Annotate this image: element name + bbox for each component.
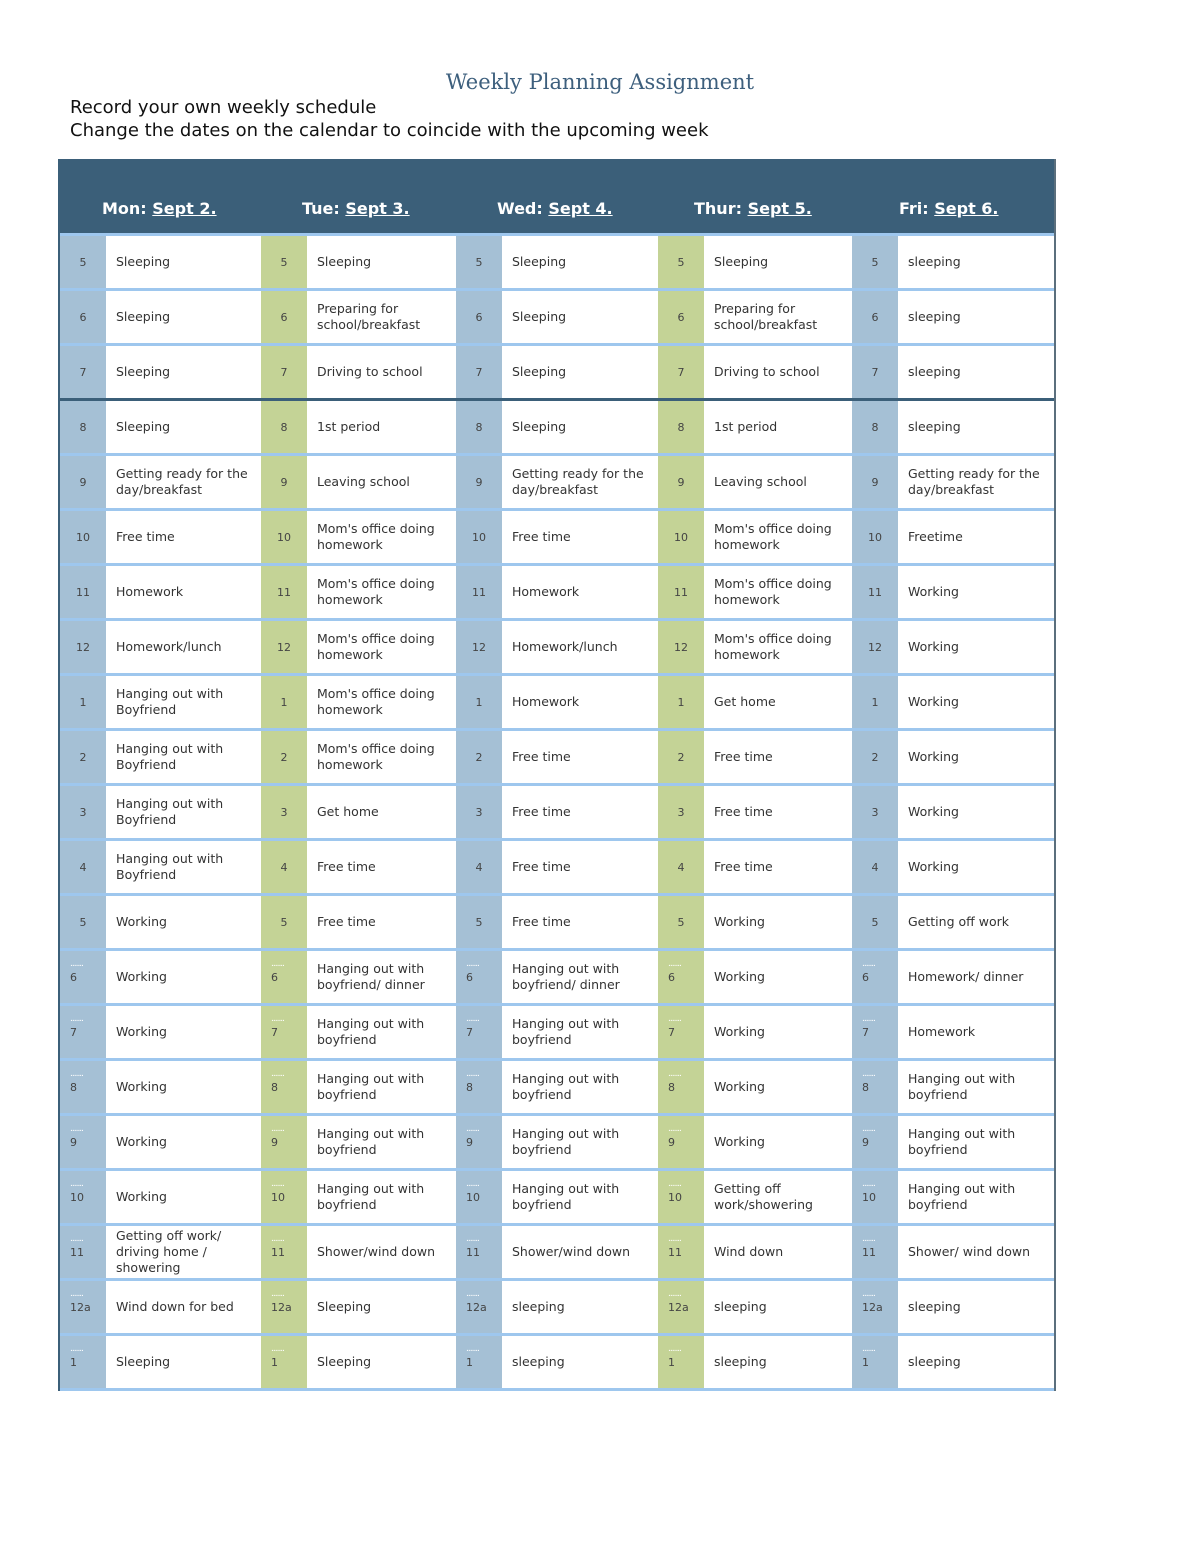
time-cell: ....... 1	[261, 1336, 307, 1388]
time-cell: 5	[456, 236, 502, 288]
activity-cell[interactable]: Shower/ wind down	[898, 1226, 1051, 1278]
day-date[interactable]: Sept 4.	[548, 199, 613, 218]
table-row	[60, 563, 1054, 618]
time-cell: ....... 11	[60, 1226, 106, 1278]
table-row	[60, 1278, 1054, 1333]
activity-cell[interactable]: Working	[704, 1116, 852, 1168]
activity-cell[interactable]: Getting ready for the day/breakfast	[502, 456, 658, 508]
time-cell: 7	[852, 346, 898, 398]
time-cell: ....... 12a	[261, 1281, 307, 1333]
table-row	[60, 893, 1054, 948]
time-cell: 11	[658, 566, 704, 618]
activity-cell[interactable]: Get home	[307, 786, 456, 838]
time-cell: 6	[658, 291, 704, 343]
time-cell: ....... 7	[60, 1006, 106, 1058]
activity-cell[interactable]: Homework	[502, 566, 658, 618]
time-cell: 12	[658, 621, 704, 673]
time-cell: 5	[658, 896, 704, 948]
day-date[interactable]: Sept 3.	[345, 199, 410, 218]
activity-cell[interactable]: sleeping	[898, 236, 1051, 288]
activity-cell[interactable]: Mom's office doing homework	[704, 566, 852, 618]
activity-cell[interactable]: sleeping	[898, 291, 1051, 343]
time-cell: 2	[852, 731, 898, 783]
activity-cell[interactable]: Sleeping	[307, 236, 456, 288]
time-cell: 4	[852, 841, 898, 893]
table-row	[60, 1058, 1054, 1113]
time-cell: ....... 8	[658, 1061, 704, 1113]
time-cell: 4	[60, 841, 106, 893]
time-cell: 7	[658, 346, 704, 398]
activity-cell[interactable]: Mom's office doing homework	[307, 566, 456, 618]
time-cell: 1	[60, 676, 106, 728]
instruction-line: Change the dates on the calendar to coincide with the upcoming week	[70, 120, 709, 141]
time-cell: ....... 1	[60, 1336, 106, 1388]
time-cell: 2	[456, 731, 502, 783]
activity-cell[interactable]: Mom's office doing homework	[704, 511, 852, 563]
time-cell: 10	[456, 511, 502, 563]
activity-cell[interactable]: 1st period	[704, 401, 852, 453]
activity-cell[interactable]: Hanging out with boyfriend	[898, 1171, 1051, 1223]
activity-cell[interactable]: Free time	[106, 511, 261, 563]
activity-cell[interactable]: Getting ready for the day/breakfast	[898, 456, 1051, 508]
day-label: Wed:	[497, 199, 549, 218]
time-cell: 6	[852, 291, 898, 343]
table-row	[60, 508, 1054, 563]
activity-cell[interactable]: Hanging out with boyfriend/ dinner	[502, 951, 658, 1003]
table-row	[60, 838, 1054, 893]
weekly-calendar	[58, 159, 1056, 1391]
activity-cell[interactable]: Free time	[502, 786, 658, 838]
time-cell: ....... 10	[456, 1171, 502, 1223]
table-row	[60, 618, 1054, 673]
activity-cell[interactable]: Homework/ dinner	[898, 951, 1051, 1003]
activity-cell[interactable]: Getting off work/ driving home / showering	[106, 1226, 261, 1278]
activity-cell[interactable]: Hanging out with Boyfriend	[106, 786, 261, 838]
activity-cell[interactable]: Preparing for school/breakfast	[307, 291, 456, 343]
activity-cell[interactable]: Hanging out with boyfriend	[502, 1116, 658, 1168]
time-cell: 4	[261, 841, 307, 893]
time-cell: ....... 8	[456, 1061, 502, 1113]
time-cell: ....... 12a	[658, 1281, 704, 1333]
activity-cell[interactable]: Sleeping	[106, 346, 261, 398]
activity-cell[interactable]: Getting off work/showering	[704, 1171, 852, 1223]
table-row	[60, 1333, 1054, 1391]
page-title: Weekly Planning Assignment	[445, 70, 755, 94]
day-header-wed	[497, 199, 613, 218]
activity-cell[interactable]: Hanging out with boyfriend	[307, 1171, 456, 1223]
activity-cell[interactable]: Hanging out with boyfriend	[307, 1061, 456, 1113]
activity-cell[interactable]: Hanging out with boyfriend	[307, 1116, 456, 1168]
activity-cell[interactable]: sleeping	[898, 401, 1051, 453]
activity-cell[interactable]: sleeping	[502, 1336, 658, 1388]
time-cell: ....... 11	[261, 1226, 307, 1278]
day-header-mon	[102, 199, 217, 218]
time-cell: 9	[658, 456, 704, 508]
time-cell: ....... 10	[852, 1171, 898, 1223]
activity-cell[interactable]: Sleeping	[502, 236, 658, 288]
activity-cell[interactable]: Free time	[307, 841, 456, 893]
time-cell: ....... 10	[261, 1171, 307, 1223]
time-cell: ....... 6	[852, 951, 898, 1003]
table-row	[60, 673, 1054, 728]
activity-cell[interactable]: Shower/wind down	[502, 1226, 658, 1278]
time-cell: 8	[658, 401, 704, 453]
activity-cell[interactable]: Free time	[704, 731, 852, 783]
time-cell: ....... 6	[658, 951, 704, 1003]
time-cell: ....... 10	[60, 1171, 106, 1223]
activity-cell[interactable]: Hanging out with boyfriend/ dinner	[307, 951, 456, 1003]
time-cell: 9	[60, 456, 106, 508]
time-cell: 5	[60, 236, 106, 288]
time-cell: 9	[261, 456, 307, 508]
activity-cell[interactable]: Working	[106, 1061, 261, 1113]
time-cell: 5	[261, 236, 307, 288]
activity-cell[interactable]: Hanging out with boyfriend	[307, 1006, 456, 1058]
time-cell: ....... 9	[261, 1116, 307, 1168]
time-cell: 8	[456, 401, 502, 453]
activity-cell[interactable]: sleeping	[898, 1336, 1051, 1388]
time-cell: 11	[261, 566, 307, 618]
table-row	[60, 1113, 1054, 1168]
time-cell: ....... 1	[852, 1336, 898, 1388]
time-cell: ....... 9	[658, 1116, 704, 1168]
time-cell: 9	[456, 456, 502, 508]
time-cell: 6	[456, 291, 502, 343]
activity-cell[interactable]: Working	[106, 1171, 261, 1223]
activity-cell[interactable]: Working	[898, 731, 1051, 783]
time-cell: ....... 6	[261, 951, 307, 1003]
time-cell: ....... 7	[261, 1006, 307, 1058]
time-cell: ....... 7	[456, 1006, 502, 1058]
activity-cell[interactable]: sleeping	[704, 1336, 852, 1388]
time-cell: ....... 7	[658, 1006, 704, 1058]
activity-cell[interactable]: Driving to school	[704, 346, 852, 398]
time-cell: 2	[261, 731, 307, 783]
time-cell: 2	[658, 731, 704, 783]
time-cell: 5	[261, 896, 307, 948]
activity-cell[interactable]: Hanging out with boyfriend	[502, 1061, 658, 1113]
time-cell: ....... 9	[60, 1116, 106, 1168]
time-cell: 5	[456, 896, 502, 948]
time-cell: ....... 8	[60, 1061, 106, 1113]
day-date[interactable]: Sept 6.	[934, 199, 999, 218]
activity-cell[interactable]: Sleeping	[106, 401, 261, 453]
activity-cell[interactable]: Sleeping	[704, 236, 852, 288]
activity-cell[interactable]: Sleeping	[502, 291, 658, 343]
table-row	[60, 1223, 1054, 1278]
activity-cell[interactable]: Working	[898, 566, 1051, 618]
day-header-thu	[694, 199, 812, 218]
time-cell: ....... 11	[658, 1226, 704, 1278]
activity-cell[interactable]: Sleeping	[106, 236, 261, 288]
activity-cell[interactable]: Get home	[704, 676, 852, 728]
time-cell: 10	[658, 511, 704, 563]
time-cell: 5	[852, 896, 898, 948]
time-cell: ....... 10	[658, 1171, 704, 1223]
activity-cell[interactable]: Working	[898, 621, 1051, 673]
activity-cell[interactable]: Wind down	[704, 1226, 852, 1278]
day-label: Thur:	[694, 199, 748, 218]
time-cell: 12	[456, 621, 502, 673]
table-row	[60, 1003, 1054, 1058]
activity-cell[interactable]: Mom's office doing homework	[307, 511, 456, 563]
time-cell: 3	[658, 786, 704, 838]
time-cell: 5	[658, 236, 704, 288]
activity-cell[interactable]: Getting ready for the day/breakfast	[106, 456, 261, 508]
time-cell: ....... 12a	[456, 1281, 502, 1333]
time-cell: 6	[261, 291, 307, 343]
time-cell: 2	[60, 731, 106, 783]
table-row	[60, 453, 1054, 508]
activity-cell[interactable]: Homework	[106, 566, 261, 618]
activity-cell[interactable]: Homework	[898, 1006, 1051, 1058]
time-cell: ....... 9	[456, 1116, 502, 1168]
time-cell: ....... 12a	[60, 1281, 106, 1333]
activity-cell[interactable]: Free time	[704, 841, 852, 893]
activity-cell[interactable]: Hanging out with Boyfriend	[106, 676, 261, 728]
table-row	[60, 288, 1054, 343]
activity-cell[interactable]: sleeping	[502, 1281, 658, 1333]
time-cell: ....... 9	[852, 1116, 898, 1168]
time-cell: ....... 11	[852, 1226, 898, 1278]
time-cell: 3	[852, 786, 898, 838]
time-cell: ....... 7	[852, 1006, 898, 1058]
instruction-line: Record your own weekly schedule	[70, 97, 377, 118]
activity-cell[interactable]: Free time	[502, 731, 658, 783]
time-cell: 7	[456, 346, 502, 398]
activity-cell[interactable]: Working	[106, 1006, 261, 1058]
activity-cell[interactable]: Free time	[704, 786, 852, 838]
time-cell: 5	[852, 236, 898, 288]
activity-cell[interactable]: Hanging out with Boyfriend	[106, 731, 261, 783]
time-cell: 7	[60, 346, 106, 398]
time-cell: 3	[261, 786, 307, 838]
time-cell: 10	[852, 511, 898, 563]
activity-cell[interactable]: sleeping	[704, 1281, 852, 1333]
table-row	[60, 783, 1054, 838]
time-cell: 12	[852, 621, 898, 673]
activity-cell[interactable]: Working	[106, 1116, 261, 1168]
activity-cell[interactable]: Working	[898, 786, 1051, 838]
activity-cell[interactable]: Hanging out with Boyfriend	[106, 841, 261, 893]
activity-cell[interactable]: Mom's office doing homework	[307, 621, 456, 673]
time-cell: 7	[261, 346, 307, 398]
activity-cell[interactable]: Working	[898, 676, 1051, 728]
activity-cell[interactable]: 1st period	[307, 401, 456, 453]
time-cell: 10	[60, 511, 106, 563]
table-row	[60, 1168, 1054, 1223]
activity-cell[interactable]: Homework/lunch	[502, 621, 658, 673]
activity-cell[interactable]: Free time	[502, 841, 658, 893]
table-row	[60, 398, 1054, 453]
time-cell: 9	[852, 456, 898, 508]
time-cell: 1	[852, 676, 898, 728]
activity-cell[interactable]: Sleeping	[307, 1281, 456, 1333]
activity-cell[interactable]: Working	[704, 951, 852, 1003]
activity-cell[interactable]: Wind down for bed	[106, 1281, 261, 1333]
activity-cell[interactable]: Hanging out with boyfriend	[898, 1061, 1051, 1113]
activity-cell[interactable]: sleeping	[898, 1281, 1051, 1333]
activity-cell[interactable]: Mom's office doing homework	[307, 676, 456, 728]
calendar-header	[60, 159, 1054, 233]
time-cell: 1	[456, 676, 502, 728]
time-cell: 8	[60, 401, 106, 453]
day-label: Tue:	[302, 199, 346, 218]
activity-cell[interactable]: Working	[704, 896, 852, 948]
time-cell: 12	[60, 621, 106, 673]
activity-cell[interactable]: Preparing for school/breakfast	[704, 291, 852, 343]
activity-cell[interactable]: Sleeping	[106, 291, 261, 343]
activity-cell[interactable]: Hanging out with boyfriend	[898, 1116, 1051, 1168]
activity-cell[interactable]: Free time	[502, 896, 658, 948]
activity-cell[interactable]: Sleeping	[307, 1336, 456, 1388]
table-row	[60, 343, 1054, 398]
activity-cell[interactable]: Mom's office doing homework	[307, 731, 456, 783]
time-cell: 1	[261, 676, 307, 728]
day-date[interactable]: Sept 5.	[747, 199, 812, 218]
time-cell: ....... 6	[456, 951, 502, 1003]
activity-cell[interactable]: Leaving school	[704, 456, 852, 508]
table-row	[60, 948, 1054, 1003]
activity-cell[interactable]: sleeping	[898, 346, 1051, 398]
activity-cell[interactable]: Free time	[502, 511, 658, 563]
activity-cell[interactable]: Working	[704, 1061, 852, 1113]
time-cell: 6	[60, 291, 106, 343]
time-cell: 11	[852, 566, 898, 618]
time-cell: ....... 12a	[852, 1281, 898, 1333]
activity-cell[interactable]: Working	[898, 841, 1051, 893]
activity-cell[interactable]: Sleeping	[106, 1336, 261, 1388]
time-cell: ....... 11	[456, 1226, 502, 1278]
time-cell: ....... 8	[852, 1061, 898, 1113]
time-cell: 8	[852, 401, 898, 453]
table-row	[60, 233, 1054, 288]
activity-cell[interactable]: Homework	[502, 676, 658, 728]
time-cell: ....... 6	[60, 951, 106, 1003]
time-cell: 11	[456, 566, 502, 618]
activity-cell[interactable]: Getting off work	[898, 896, 1051, 948]
activity-cell[interactable]: Working	[704, 1006, 852, 1058]
time-cell: 8	[261, 401, 307, 453]
time-cell: 5	[60, 896, 106, 948]
activity-cell[interactable]: Hanging out with boyfriend	[502, 1006, 658, 1058]
time-cell: 12	[261, 621, 307, 673]
day-label: Mon:	[102, 199, 153, 218]
time-cell: ....... 1	[658, 1336, 704, 1388]
activity-cell[interactable]: Leaving school	[307, 456, 456, 508]
activity-cell[interactable]: Hanging out with boyfriend	[502, 1171, 658, 1223]
day-header-tue	[302, 199, 410, 218]
day-date[interactable]: Sept 2.	[152, 199, 217, 218]
activity-cell[interactable]: Sleeping	[502, 346, 658, 398]
time-cell: 4	[456, 841, 502, 893]
activity-cell[interactable]: Working	[106, 896, 261, 948]
time-cell: 3	[60, 786, 106, 838]
activity-cell[interactable]: Homework/lunch	[106, 621, 261, 673]
day-header-fri	[899, 199, 999, 218]
time-cell: ....... 8	[261, 1061, 307, 1113]
time-cell: 3	[456, 786, 502, 838]
activity-cell[interactable]: Sleeping	[502, 401, 658, 453]
activity-cell[interactable]: Driving to school	[307, 346, 456, 398]
table-row	[60, 728, 1054, 783]
activity-cell[interactable]: Mom's office doing homework	[704, 621, 852, 673]
time-cell: 4	[658, 841, 704, 893]
activity-cell[interactable]: Working	[106, 951, 261, 1003]
time-cell: 1	[658, 676, 704, 728]
activity-cell[interactable]: Free time	[307, 896, 456, 948]
time-cell: 11	[60, 566, 106, 618]
activity-cell[interactable]: Shower/wind down	[307, 1226, 456, 1278]
day-label: Fri:	[899, 199, 935, 218]
time-cell: 10	[261, 511, 307, 563]
activity-cell[interactable]: Freetime	[898, 511, 1051, 563]
time-cell: ....... 1	[456, 1336, 502, 1388]
